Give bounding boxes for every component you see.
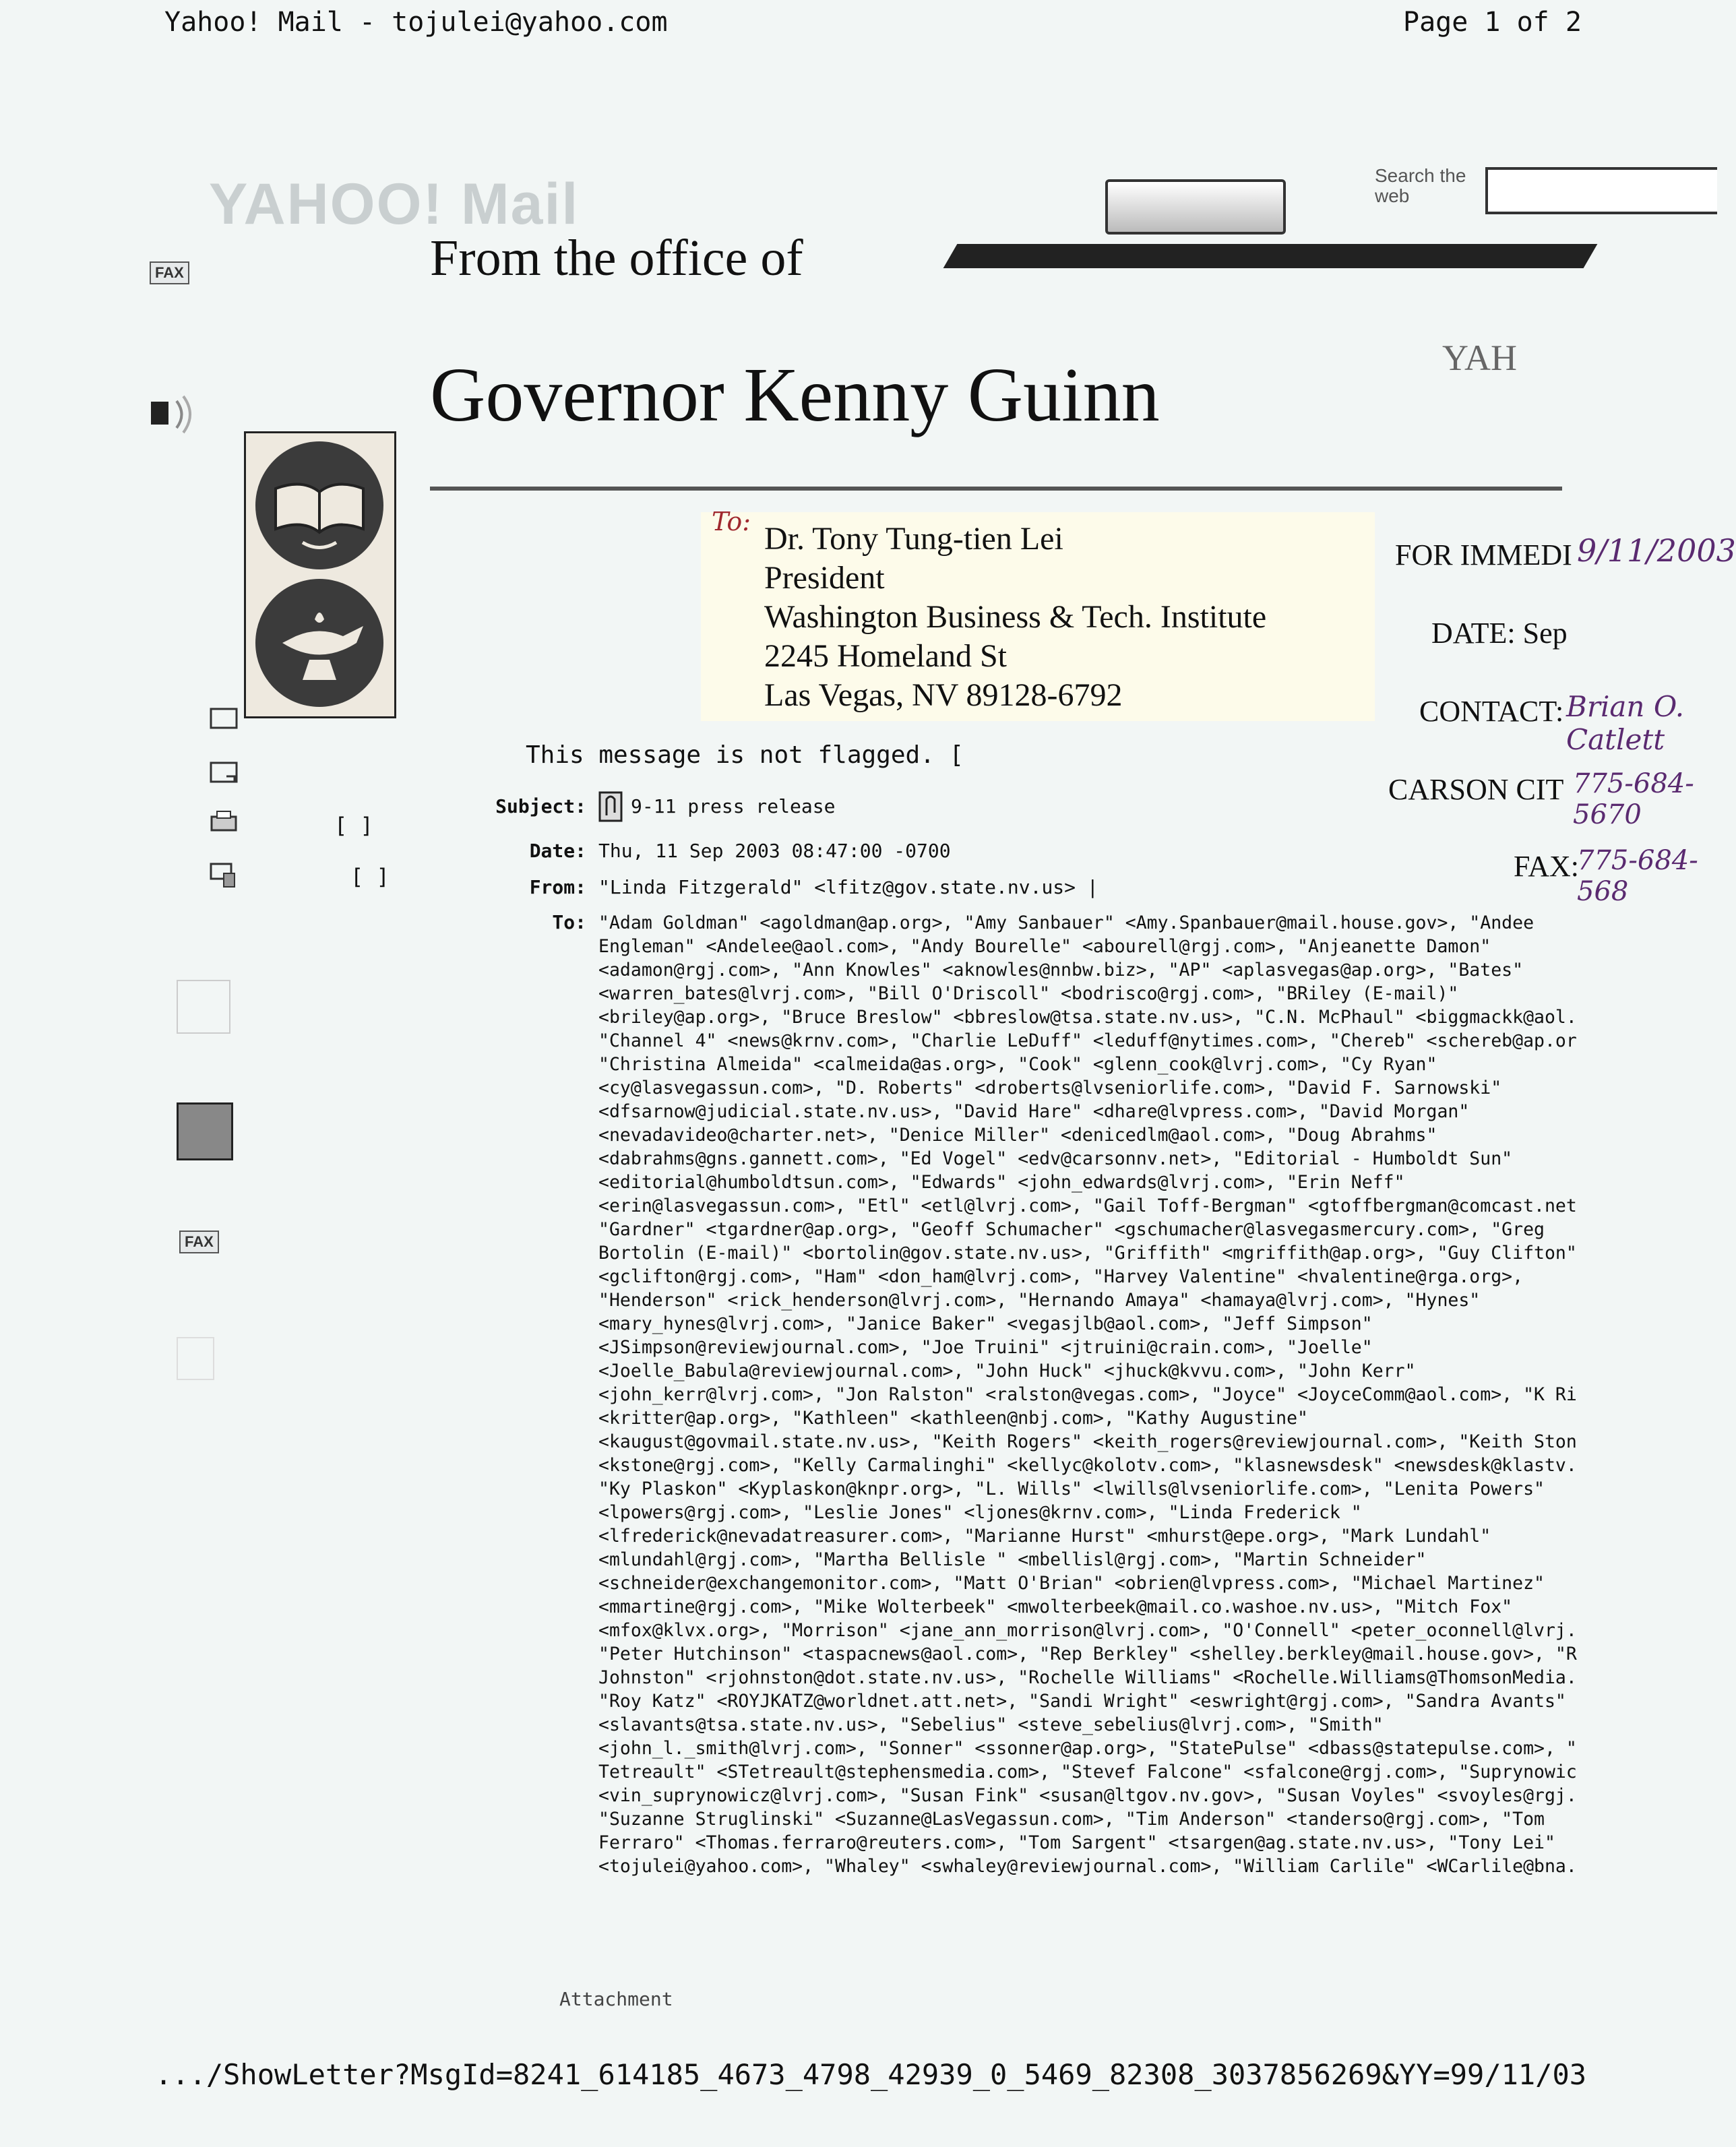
fax-icon-2[interactable]: FAX	[179, 1231, 219, 1253]
print-footer-url: .../ShowLetter?MsgId=8241_614185_4673_4798_42939_0_5469_82308_3037856269&YY=99/11/03	[155, 2058, 1587, 2091]
to-recipient-line: Tetreault" <STetreault@stephensmedia.com>, "Stevef Falcone" <sfalcone@rgj.com>, "Suprynowic	[598, 1762, 1577, 1782]
search-label: Search the web	[1375, 165, 1466, 206]
to-recipient-line: <vin_suprynowicz@lvrj.com>, "Susan Fink" <susan@ltgov.nv.gov>, "Susan Voyles" <svoyles@rgj.	[598, 1785, 1577, 1806]
to-recipient-line: <lpowers@rgj.com>, "Leslie Jones" <ljones@krnv.com>, "Linda Frederick "	[598, 1502, 1362, 1523]
to-recipient-line: <dabrahms@gns.gannett.com>, "Ed Vogel" <edv@carsonnv.net>, "Editorial - Humboldt Sun"	[598, 1148, 1513, 1169]
to-recipient-line: "Ky Plaskon" <Kyplaskon@knpr.org>, "L. Wills" <lwills@lvseniorlife.com>, "Lenita Powers"	[598, 1479, 1545, 1499]
recipient-organization: Washington Business & Tech. Institute	[764, 599, 1267, 635]
to-recipients-list	[598, 911, 1577, 1881]
handwritten-contact: Brian O. Catlett	[1566, 690, 1685, 756]
to-recipient-line: <cy@lasvegassun.com>, "D. Roberts" <droberts@lvseniorlife.com>, "David F. Sarnowski"	[598, 1078, 1502, 1098]
recipient-name: Dr. Tony Tung-tien Lei	[764, 521, 1063, 557]
recipient-city: Las Vegas, NV 89128-6792	[764, 677, 1123, 713]
attachment-clip-icon	[598, 791, 623, 825]
to-recipient-line: <gclifton@rgj.com>, "Ham" <don_ham@lvrj.com>, "Harvey Valentine" <hvalentine@rga.org>,	[598, 1266, 1524, 1287]
to-recipient-line: Ferraro" <Thomas.ferraro@reuters.com>, "Tom Sargent" <tsargen@ag.state.nv.us>, "Tony Lei"	[598, 1832, 1555, 1853]
contact-card-icon[interactable]	[177, 980, 230, 1034]
to-recipient-line: <lfrederick@nevadatreasurer.com>, "Marianne Hurst" <mhurst@epe.org>, "Mark Lundahl"	[598, 1526, 1491, 1547]
to-recipient-line: <mfox@klvx.org>, "Morrison" <jane_ann_morrison@lvrj.com>, "O'Connell" <peter_oconnell@lvrj.	[598, 1620, 1577, 1641]
handwritten-fax-phone: 775-684-568	[1577, 845, 1698, 907]
date-field-label: DATE: Sep	[1431, 617, 1568, 650]
to-recipient-line: <kritter@ap.org>, "Kathleen" <kathleen@nbj.com>, "Kathy Augustine"	[598, 1408, 1308, 1429]
recipient-street: 2245 Homeland St	[764, 638, 1007, 674]
flag-status[interactable]: This message is not flagged. [	[526, 741, 964, 769]
notepad-icon[interactable]	[177, 1337, 214, 1380]
letterhead-bar	[943, 244, 1598, 268]
subject-value: 9-11 press release	[631, 795, 836, 817]
to-recipient-line: <john_kerr@lvrj.com>, "Jon Ralston" <ralston@vegas.com>, "Joyce" <JoyceComm@aol.com>, "K Ri	[598, 1384, 1577, 1405]
subject-label: Subject:	[495, 795, 586, 817]
to-recipient-line: "Channel 4" <news@krnv.com>, "Charlie LeDuff" <leduff@nytimes.com>, "Chereb" <schereb@ap.or	[598, 1030, 1577, 1051]
yahoo-mail-logo: YAHOO! Mail	[209, 172, 580, 237]
sidebar-bracket-2[interactable]: [ ]	[350, 864, 390, 890]
to-recipient-line: "Adam Goldman" <agoldman@ap.org>, "Amy Sanbauer" <Amy.Spanbauer@mail.house.gov>, "Andee	[598, 912, 1534, 933]
attachment-label[interactable]: Attachment	[559, 1988, 673, 2010]
delete-icon[interactable]	[209, 860, 240, 894]
to-recipient-line: <john_l._smith@lvrj.com>, "Sonner" <ssonner@ap.org>, "StatePulse" <dbass@statepulse.com>, "	[598, 1738, 1577, 1759]
to-recipient-line: "Christina Almeida" <calmeida@as.org>, "Cook" <glenn_cook@lvrj.com>, "Cy Ryan"	[598, 1054, 1437, 1075]
for-immediate-label: FOR IMMEDI	[1395, 538, 1572, 571]
to-recipient-line: <briley@ap.org>, "Bruce Breslow" <bbreslow@tsa.state.nv.us>, "C.N. McPhaul" <biggmackk@aol.	[598, 1007, 1577, 1028]
letterhead-governor-name: Governor Kenny Guinn	[430, 352, 1160, 437]
to-recipient-line: <adamon@rgj.com>, "Ann Knowles" <aknowles@nnbw.biz>, "AP" <aplasvegas@ap.org>, "Bates"	[598, 960, 1524, 981]
to-recipient-line: <slavants@tsa.state.nv.us>, "Sebelius" <steve_sebelius@lvrj.com>, "Smith"	[598, 1714, 1384, 1735]
from-label: From:	[529, 876, 586, 898]
to-recipient-line: <schneider@exchangemonitor.com>, "Matt O'Brian" <obrien@lvpress.com>, "Michael Martinez"	[598, 1573, 1545, 1594]
search-button[interactable]	[1105, 179, 1286, 235]
to-recipient-line: <Joelle_Babula@reviewjournal.com>, "John Huck" <jhuck@kvvu.com>, "John Kerr"	[598, 1361, 1416, 1381]
date-value: Thu, 11 Sep 2003 08:47:00 -0700	[598, 840, 951, 862]
fax-icon[interactable]: FAX	[150, 261, 189, 284]
handwritten-to-label: To:	[712, 507, 751, 536]
to-recipient-line: <mmartine@rgj.com>, "Mike Wolterbeek" <mwolterbeek@mail.co.washoe.nv.us>, "Mitch Fox"	[598, 1596, 1513, 1617]
contact-field-label: CONTACT:	[1419, 695, 1564, 728]
to-recipient-line: <dfsarnow@judicial.state.nv.us>, "David Hare" <dhare@lvpress.com>, "David Morgan"	[598, 1101, 1470, 1122]
to-recipient-line: <mary_hynes@lvrj.com>, "Janice Baker" <vegasjlb@aol.com>, "Jeff Simpson"	[598, 1313, 1373, 1334]
lamp-emblem-icon	[255, 579, 383, 707]
to-recipient-line: <warren_bates@lvrj.com>, "Bill O'Driscoll" <bodrisco@rgj.com>, "BRiley (E-mail)"	[598, 983, 1459, 1004]
calendar-icon[interactable]	[177, 1102, 233, 1160]
to-recipient-line: <mlundahl@rgj.com>, "Martha Bellisle " <mbellisl@rgj.com>, "Martin Schneider"	[598, 1549, 1427, 1570]
to-recipient-line: "Gardner" <tgardner@ap.org>, "Geoff Schumacher" <gschumacher@lasvegasmercury.com>, "Greg	[598, 1219, 1545, 1240]
print-icon[interactable]	[209, 809, 240, 840]
date-label: Date:	[529, 840, 586, 862]
print-header-page: Page 1 of 2	[1403, 7, 1582, 38]
from-value: "Linda Fitzgerald" <lfitz@gov.state.nv.us> |	[598, 876, 1098, 898]
yahoo-faint-logo: YAH	[1442, 338, 1518, 378]
handwritten-date: 9/11/2003	[1577, 532, 1736, 569]
to-recipient-line: "Henderson" <rick_henderson@lvrj.com>, "Hernando Amaya" <hamaya@lvrj.com>, "Hynes"	[598, 1290, 1481, 1311]
to-recipient-line: Engleman" <Andelee@aol.com>, "Andy Bourelle" <abourell@rgj.com>, "Anjeanette Damon"	[598, 936, 1491, 957]
to-recipient-line: <editorial@humboldtsun.com>, "Edwards" <john_edwards@lvrj.com>, "Erin Neff"	[598, 1172, 1405, 1193]
to-recipient-line: <tojulei@yahoo.com>, "Whaley" <swhaley@reviewjournal.com>, "William Carlile" <WCarlile@bna.	[598, 1856, 1577, 1877]
to-recipient-line: "Roy Katz" <ROYJKATZ@worldnet.att.net>, "Sandi Wright" <eswright@rgj.com>, "Sandra Avants"	[598, 1691, 1566, 1712]
to-recipient-line: <kstone@rgj.com>, "Kelly Carmalinghi" <kellyc@kolotv.com>, "klasnewsdesk" <newsdesk@klastv.	[598, 1455, 1577, 1476]
letterhead-rule	[430, 487, 1562, 491]
speaker-icon[interactable]	[150, 391, 204, 442]
to-label: To:	[552, 911, 586, 933]
recipient-title: President	[764, 560, 885, 596]
to-recipient-line: "Suzanne Struglinski" <Suzanne@LasVegassun.com>, "Tim Anderson" <tanderso@rgj.com>, "Tom	[598, 1809, 1545, 1830]
to-recipient-line: <erin@lasvegassun.com>, "Etl" <etl@lvrj.com>, "Gail Toff-Bergman" <gtoffbergman@comcast.net	[598, 1195, 1577, 1216]
institute-emblem	[244, 431, 396, 718]
carson-city-label: CARSON CIT	[1388, 773, 1564, 806]
print-header-title: Yahoo! Mail - tojulei@yahoo.com	[164, 7, 668, 38]
book-emblem-icon	[255, 441, 383, 569]
to-recipient-line: <nevadavideo@charter.net>, "Denice Miller" <denicedlm@aol.com>, "Doug Abrahms"	[598, 1125, 1437, 1146]
folder-icon[interactable]	[209, 704, 240, 735]
move-folder-icon[interactable]	[209, 757, 240, 788]
letterhead-from-office: From the office of	[430, 230, 803, 286]
handwritten-carson-phone: 775-684-5670	[1573, 768, 1694, 830]
search-input[interactable]	[1485, 167, 1717, 214]
to-recipient-line: <kaugust@govmail.state.nv.us>, "Keith Rogers" <keith_rogers@reviewjournal.com>, "Keith Ston	[598, 1431, 1577, 1452]
to-recipient-line: Bortolin (E-mail)" <bortolin@gov.state.nv.us>, "Griffith" <mgriffith@ap.org>, "Guy Clifton"	[598, 1243, 1577, 1264]
to-recipient-line: <JSimpson@reviewjournal.com>, "Joe Truini" <jtruini@crain.com>, "Joelle"	[598, 1337, 1373, 1358]
fax-field-label: FAX:	[1514, 850, 1579, 883]
to-recipient-line: "Peter Hutchinson" <taspacnews@aol.com>, "Rep Berkley" <shelley.berkley@mail.house.gov>, "R	[598, 1644, 1577, 1664]
to-recipient-line: Johnston" <rjohnston@dot.state.nv.us>, "Rochelle Williams" <Rochelle.Williams@ThomsonMedia.	[598, 1667, 1577, 1688]
sidebar-bracket-1[interactable]: [ ]	[334, 813, 373, 838]
